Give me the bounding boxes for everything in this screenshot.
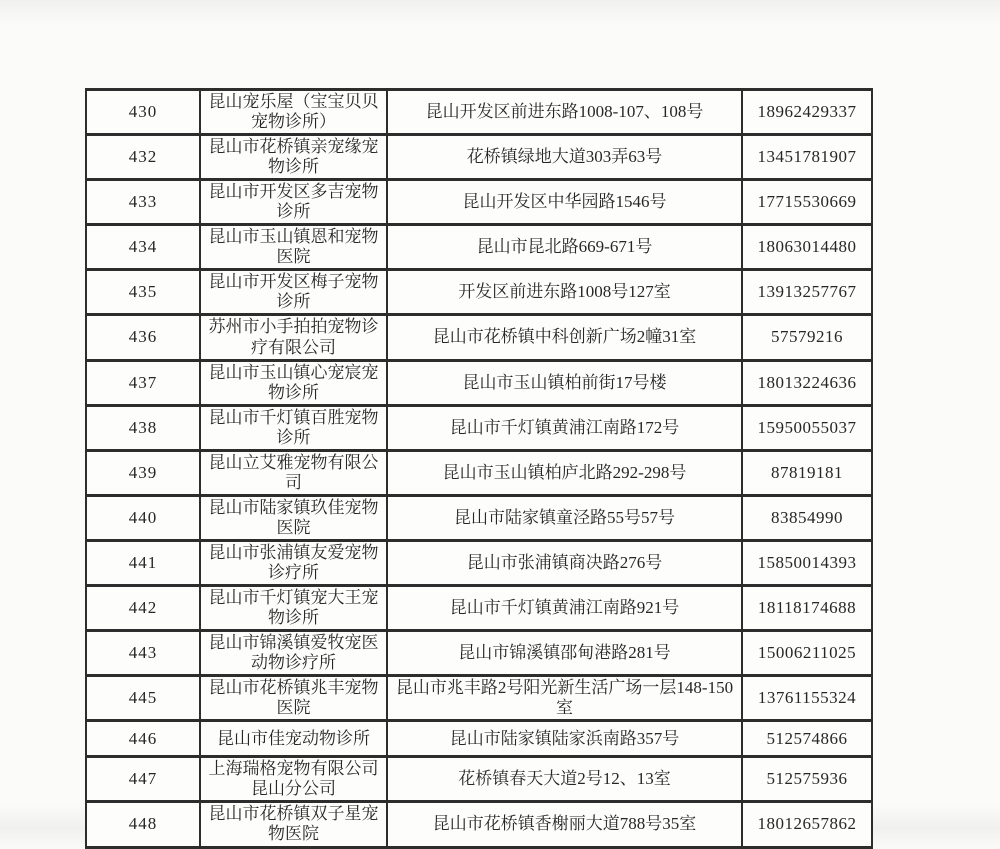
cell-address: 昆山开发区前进东路1008-107、108号 bbox=[387, 90, 742, 135]
cell-name: 上海瑞格宠物有限公司昆山分公司 bbox=[200, 757, 387, 802]
cell-address: 昆山市玉山镇柏庐北路292-298号 bbox=[387, 450, 742, 495]
cell-address: 昆山市昆北路669-671号 bbox=[387, 225, 742, 270]
cell-phone: 13451781907 bbox=[742, 135, 872, 180]
cell-address: 昆山市千灯镇黄浦江南路921号 bbox=[387, 586, 742, 631]
cell-phone: 18013224636 bbox=[742, 360, 872, 405]
cell-number: 440 bbox=[86, 495, 200, 540]
cell-address: 昆山市花桥镇中科创新广场2幢31室 bbox=[387, 315, 742, 360]
cell-name: 昆山市千灯镇百胜宠物诊所 bbox=[200, 405, 387, 450]
table-row bbox=[86, 180, 872, 225]
cell-address: 花桥镇绿地大道303弄63号 bbox=[387, 135, 742, 180]
table-row bbox=[86, 405, 872, 450]
cell-number: 434 bbox=[86, 225, 200, 270]
cell-name: 昆山宠乐屋（宝宝贝贝宠物诊所） bbox=[200, 90, 387, 135]
cell-phone: 15950055037 bbox=[742, 405, 872, 450]
cell-phone: 18012657862 bbox=[742, 802, 872, 847]
table-row bbox=[86, 270, 872, 315]
cell-name: 昆山市玉山镇恩和宠物医院 bbox=[200, 225, 387, 270]
cell-phone: 17715530669 bbox=[742, 180, 872, 225]
cell-address: 开发区前进东路1008号127室 bbox=[387, 270, 742, 315]
table-row bbox=[86, 90, 872, 135]
cell-address: 昆山市玉山镇柏前街17号楼 bbox=[387, 360, 742, 405]
cell-phone: 18962429337 bbox=[742, 90, 872, 135]
cell-name: 昆山市张浦镇友爱宠物诊疗所 bbox=[200, 540, 387, 585]
cell-number: 446 bbox=[86, 721, 200, 757]
cell-phone: 15850014393 bbox=[742, 540, 872, 585]
cell-address: 昆山市张浦镇商决路276号 bbox=[387, 540, 742, 585]
table-row bbox=[86, 495, 872, 540]
cell-address: 昆山市千灯镇黄浦江南路172号 bbox=[387, 405, 742, 450]
cell-name: 昆山市开发区梅子宠物诊所 bbox=[200, 270, 387, 315]
table-row bbox=[86, 721, 872, 757]
cell-address: 花桥镇春天大道2号12、13室 bbox=[387, 757, 742, 802]
cell-number: 433 bbox=[86, 180, 200, 225]
pet-clinic-table bbox=[85, 88, 873, 849]
cell-number: 436 bbox=[86, 315, 200, 360]
clinic-table-container bbox=[85, 88, 855, 849]
cell-name: 昆山立艾雅宠物有限公司 bbox=[200, 450, 387, 495]
cell-number: 447 bbox=[86, 757, 200, 802]
cell-name: 苏州市小手拍拍宠物诊疗有限公司 bbox=[200, 315, 387, 360]
cell-number: 445 bbox=[86, 676, 200, 721]
cell-phone: 57579216 bbox=[742, 315, 872, 360]
table-row bbox=[86, 631, 872, 676]
table-row bbox=[86, 315, 872, 360]
cell-phone: 13761155324 bbox=[742, 676, 872, 721]
table-row bbox=[86, 360, 872, 405]
cell-number: 443 bbox=[86, 631, 200, 676]
cell-name: 昆山市陆家镇玖佳宠物医院 bbox=[200, 495, 387, 540]
cell-address: 昆山市花桥镇香榭丽大道788号35室 bbox=[387, 802, 742, 847]
table-row bbox=[86, 802, 872, 847]
cell-name: 昆山市花桥镇兆丰宠物医院 bbox=[200, 676, 387, 721]
cell-phone: 13913257767 bbox=[742, 270, 872, 315]
cell-address: 昆山市陆家镇陆家浜南路357号 bbox=[387, 721, 742, 757]
table-row bbox=[86, 135, 872, 180]
cell-name: 昆山市花桥镇亲宠缘宠物诊所 bbox=[200, 135, 387, 180]
table-row bbox=[86, 586, 872, 631]
cell-phone: 15006211025 bbox=[742, 631, 872, 676]
cell-number: 437 bbox=[86, 360, 200, 405]
cell-number: 430 bbox=[86, 90, 200, 135]
cell-name: 昆山市玉山镇心宠宸宠物诊所 bbox=[200, 360, 387, 405]
cell-number: 435 bbox=[86, 270, 200, 315]
table-row bbox=[86, 450, 872, 495]
table-row bbox=[86, 225, 872, 270]
cell-number: 439 bbox=[86, 450, 200, 495]
cell-name: 昆山市锦溪镇爱牧宠医动物诊疗所 bbox=[200, 631, 387, 676]
table-row bbox=[86, 540, 872, 585]
cell-phone: 83854990 bbox=[742, 495, 872, 540]
cell-phone: 18118174688 bbox=[742, 586, 872, 631]
table-body bbox=[86, 90, 872, 848]
cell-phone: 512575936 bbox=[742, 757, 872, 802]
cell-name: 昆山市千灯镇宠大王宠物诊所 bbox=[200, 586, 387, 631]
cell-number: 448 bbox=[86, 802, 200, 847]
cell-name: 昆山市开发区多吉宠物诊所 bbox=[200, 180, 387, 225]
table-row bbox=[86, 676, 872, 721]
table-row bbox=[86, 757, 872, 802]
cell-address: 昆山开发区中华园路1546号 bbox=[387, 180, 742, 225]
cell-number: 442 bbox=[86, 586, 200, 631]
cell-number: 441 bbox=[86, 540, 200, 585]
cell-phone: 87819181 bbox=[742, 450, 872, 495]
cell-phone: 512574866 bbox=[742, 721, 872, 757]
cell-phone: 18063014480 bbox=[742, 225, 872, 270]
cell-address: 昆山市锦溪镇邵甸港路281号 bbox=[387, 631, 742, 676]
cell-name: 昆山市花桥镇双子星宠物医院 bbox=[200, 802, 387, 847]
cell-number: 438 bbox=[86, 405, 200, 450]
cell-address: 昆山市陆家镇童泾路55号57号 bbox=[387, 495, 742, 540]
cell-number: 432 bbox=[86, 135, 200, 180]
cell-name: 昆山市佳宠动物诊所 bbox=[200, 721, 387, 757]
cell-address: 昆山市兆丰路2号阳光新生活广场一层148-150室 bbox=[387, 676, 742, 721]
